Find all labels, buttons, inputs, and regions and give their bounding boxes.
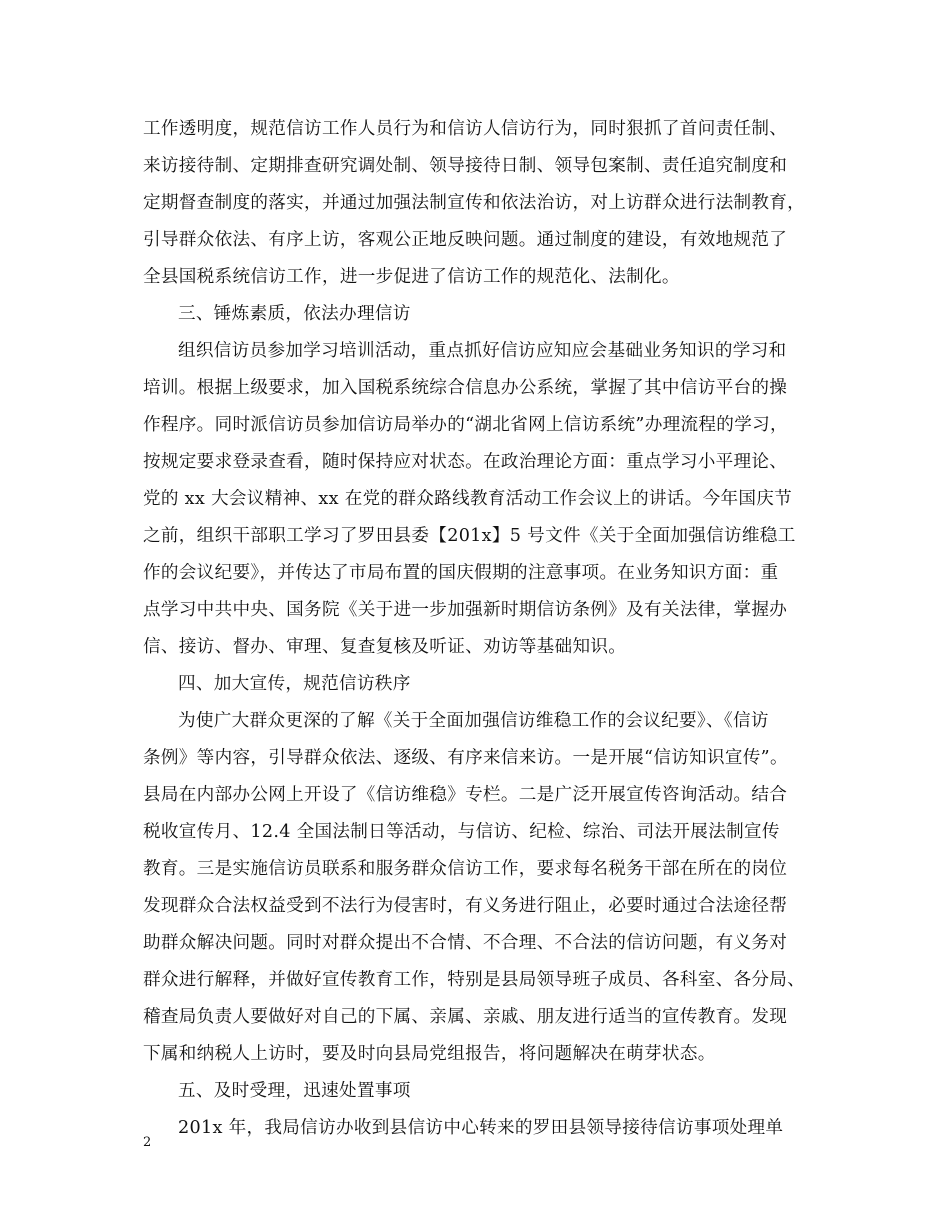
body-text-line: 点学习中共中央、国务院《关于进一步加强新时期信访条例》及有关法律，掌握办: [143, 600, 788, 620]
body-text-line: 为使广大群众更深的了解《关于全面加强信访维稳工作的会议纪要》、《信访: [178, 711, 769, 731]
body-text-line: 之前，组织干部职工学习了罗田县委【201x】5 号文件《关于全面加强信访维稳工: [143, 526, 796, 546]
page-number: 2: [143, 1135, 152, 1150]
body-text-line: 县局在内部办公网上开设了《信访维稳》专栏。二是广泛开展宣传咨询活动。结合: [143, 785, 788, 805]
section-heading: 三、锤炼素质，依法办理信访: [178, 304, 411, 324]
section-heading: 五、及时受理，迅速处置事项: [178, 1081, 411, 1101]
body-text-line: 组织信访员参加学习培训活动，重点抓好信访应知应会基础业务知识的学习和: [178, 341, 787, 361]
body-text-line: 全县国税系统信访工作，进一步促进了信访工作的规范化、法制化。: [143, 267, 680, 287]
body-text-line: 税收宣传月、12.4 全国法制日等活动，与信访、纪检、综治、司法开展法制宣传: [143, 822, 780, 842]
body-text-line: 稽查局负责人要做好对自己的下属、亲属、亲戚、朋友进行适当的宣传教育。发现: [143, 1007, 788, 1027]
body-text-line: 201x 年，我局信访办收到县信访中心转来的罗田县领导接待信访事项处理单: [178, 1118, 784, 1138]
body-text-line: 培训。根据上级要求，加入国税系统综合信息办公系统，掌握了其中信访平台的操: [143, 378, 788, 398]
body-text-line: 群众进行解释，并做好宣传教育工作，特别是县局领导班子成员、各科室、各分局、: [143, 970, 806, 990]
body-text-line: 引导群众依法、有序上访，客观公正地反映问题。通过制度的建设，有效地规范了: [143, 230, 788, 250]
body-text-line: 条例》等内容，引导群众依法、逐级、有序来信来访。一是开展“信访知识宣传”。: [143, 748, 788, 768]
body-text-line: 作的会议纪要》，并传达了市局布置的国庆假期的注意事项。在业务知识方面：重: [143, 563, 779, 583]
section-heading: 四、加大宣传，规范信访秩序: [178, 674, 411, 694]
body-text-line: 作程序。同时派信访员参加信访局举办的“湖北省网上信访系统”办理流程的学习，: [143, 415, 788, 435]
body-text-line: 来访接待制、定期排查研究调处制、领导接待日制、领导包案制、责任追究制度和: [143, 156, 788, 176]
body-text-line: 定期督查制度的落实，并通过加强法制宣传和依法治访，对上访群众进行法制教育，: [143, 193, 806, 213]
body-text-line: 党的 xx 大会议精神、xx 在党的群众路线教育活动工作会议上的讲话。今年国庆节: [143, 489, 793, 509]
body-text-line: 发现群众合法权益受到不法行为侵害时，有义务进行阻止，必要时通过合法途径帮: [143, 896, 788, 916]
body-text-line: 助群众解决问题。同时对群众提出不合情、不合理、不合法的信访问题，有义务对: [143, 933, 788, 953]
body-text-line: 按规定要求登录查看，随时保持应对状态。在政治理论方面：重点学习小平理论、: [143, 452, 788, 472]
body-text-line: 工作透明度，规范信访工作人员行为和信访人信访行为，同时狠抓了首问责任制、: [143, 119, 788, 139]
body-text-line: 教育。三是实施信访员联系和服务群众信访工作，要求每名税务干部在所在的岗位: [143, 859, 788, 879]
body-text-line: 信、接访、督办、审理、复查复核及听证、劝访等基础知识。: [143, 637, 627, 657]
body-text-line: 下属和纳税人上访时，要及时向县局党组报告，将问题解决在萌芽状态。: [143, 1044, 716, 1064]
